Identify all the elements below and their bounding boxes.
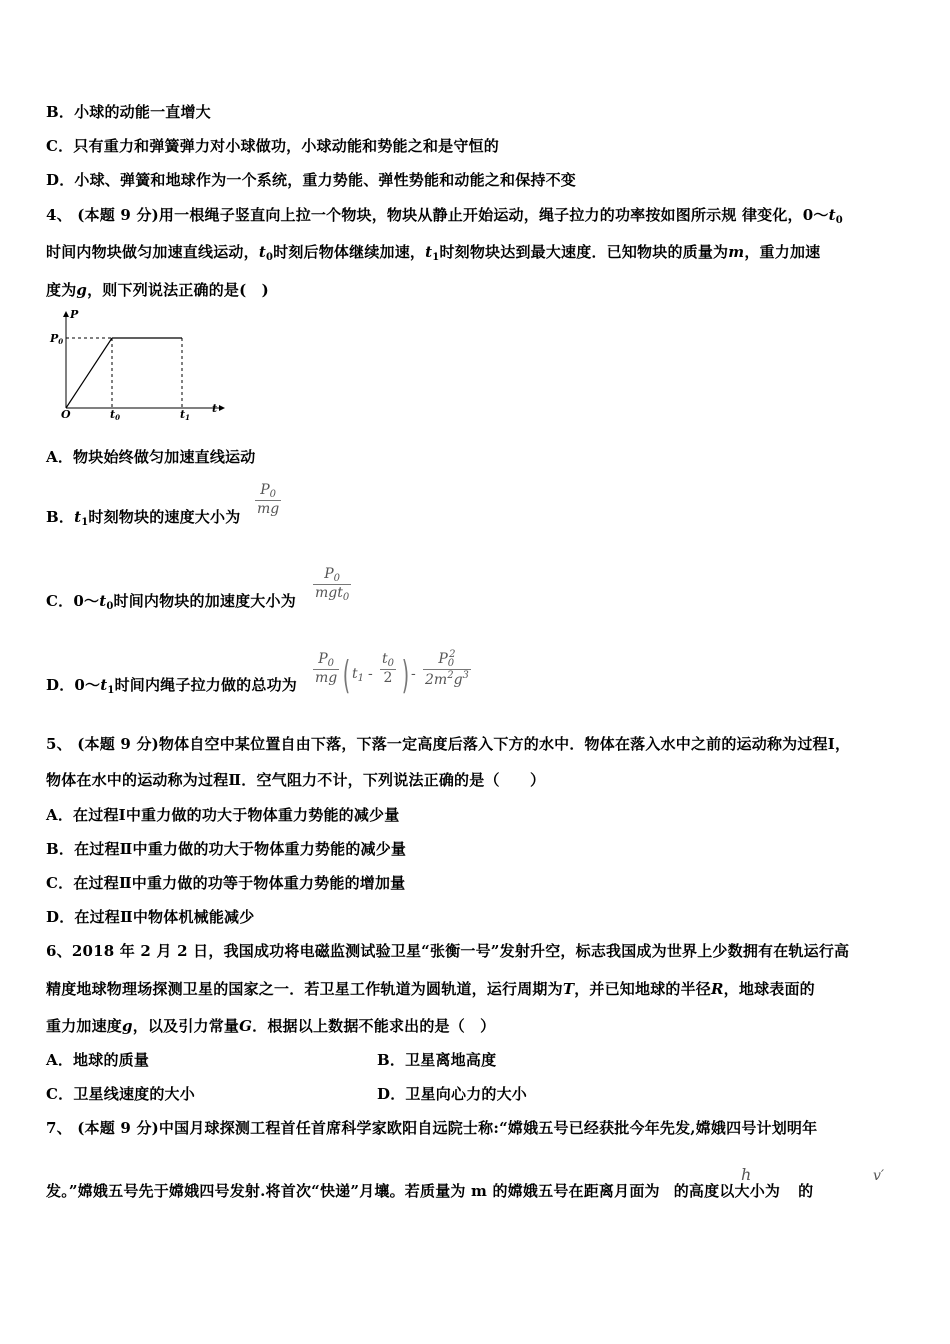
- q4-option-d-fraction-1: $P_0$ mg: [315, 651, 338, 686]
- q7-h-symbol: h: [741, 1165, 752, 1184]
- q3-option-d: D．小球、弹簧和地球作为一个系统，重力势能、弹性势能和动能之和保持不变: [46, 171, 577, 189]
- q7-stem-line2: 发。”嫦娥五号先于嫦娥四号发射.将首次“快递”月壤。若质量为 m 的嫦娥五号在距离月面为 的高度以大小为 的: [46, 1182, 814, 1200]
- q4-stem-line2: 时间内物块做匀加速直线运动，$t_0$时刻后物体继续加速，$t_1$时刻物块达到最大速度．已知物块的质量为m，重力加速: [46, 243, 821, 263]
- right-paren: ): [401, 653, 410, 697]
- q4-option-d-fraction-2: $t_0$ 2: [382, 651, 395, 686]
- q6-stem-line3: 重力加速度g，以及引力常量G．根据以上数据不能求出的是（ ）: [46, 1017, 496, 1035]
- q3-option-c: C．只有重力和弹簧弹力对小球做功，小球动能和势能之和是守恒的: [46, 137, 499, 155]
- q4-option-c-fraction: $P_0$ mgt$_0$: [315, 566, 350, 603]
- q6-option-a: A．地球的质量: [46, 1051, 150, 1069]
- p0-label: P0: [50, 332, 64, 346]
- y-axis-label: P: [70, 308, 79, 321]
- q4-option-c: C．$0\sim t_0$时间内物块的加速度大小为: [46, 592, 296, 612]
- q6-stem-line1: 6、2018 年 2 月 2 日，我国成功将电磁监测试验卫星“张衡一号”发射升空，标志我国成为世界上少数拥有在轨运行高: [46, 942, 850, 960]
- q6-option-d: D．卫星向心力的大小: [377, 1085, 528, 1103]
- q7-v-symbol: v′: [873, 1168, 885, 1184]
- q4-option-d: D．$0\sim t_1$时间内绳子拉力做的总功为: [46, 676, 297, 696]
- t1-tick-label: t1: [180, 408, 190, 420]
- q7-stem-line1: 7、 (本题 9 分)中国月球探测工程首任首席科学家欧阳自远院士称:“嫦娥五号已经获批今年先发,嫦娥四号计划明年: [46, 1119, 818, 1137]
- q4-option-d-fraction-3: $P_0^2$ $2m^2g^3$: [425, 649, 469, 688]
- q4-option-d-t1: $t_1$: [352, 666, 365, 684]
- q5-stem-line1: 5、 (本题 9 分)物体自空中某位置自由下落，下落一定高度后落入下方的水中．物体在落入水中之前的运动称为过程Ⅰ，: [46, 735, 851, 753]
- q4-stem-line1: 4、 (本题 9 分)用一根绳子竖直向上拉一个物块，物块从静止开始运动，绳子拉力的功率按如图所示规 律变化，$0\sim t_0$: [46, 206, 843, 226]
- left-paren: (: [342, 653, 351, 697]
- x-axis-label: t: [212, 402, 218, 415]
- q4-option-d-minus: -: [368, 666, 373, 682]
- q4-stem-line3: 度为g，则下列说法正确的是( ): [46, 281, 269, 299]
- q6-stem-line2: 精度地球物理场探测卫星的国家之一．若卫星工作轨道为圆轨道，运行周期为T，并已知地球的半径R，地球表面的: [46, 980, 815, 998]
- q6-option-b: B．卫星离地高度: [377, 1051, 497, 1069]
- q3-option-b: B．小球的动能一直增大: [46, 103, 211, 121]
- q4-option-a: A．物块始终做匀加速直线运动: [46, 448, 256, 466]
- q5-option-d: D．在过程Ⅱ中物体机械能减少: [46, 908, 255, 926]
- q5-option-a: A．在过程Ⅰ中重力做的功大于物体重力势能的减少量: [46, 806, 400, 824]
- power-ramp-line: [66, 338, 112, 408]
- q5-option-c: C．在过程Ⅱ中重力做的功等于物体重力势能的增加量: [46, 874, 406, 892]
- t0-tick-label: t0: [110, 408, 120, 420]
- q5-stem-line2: 物体在水中的运动称为过程Ⅱ．空气阻力不计，下列说法正确的是（ ）: [46, 771, 546, 789]
- q6-option-c: C．卫星线速度的大小: [46, 1085, 195, 1103]
- q5-option-b: B．在过程Ⅱ中重力做的功大于物体重力势能的减少量: [46, 840, 407, 858]
- q4-option-b-fraction: $P_0$ mg: [257, 482, 280, 517]
- origin-label: O: [61, 408, 71, 420]
- q4-option-d-minus-2: -: [411, 666, 416, 682]
- power-time-graph: [48, 308, 228, 420]
- q4-option-b: B．$t_1$时刻物块的速度大小为: [46, 508, 241, 528]
